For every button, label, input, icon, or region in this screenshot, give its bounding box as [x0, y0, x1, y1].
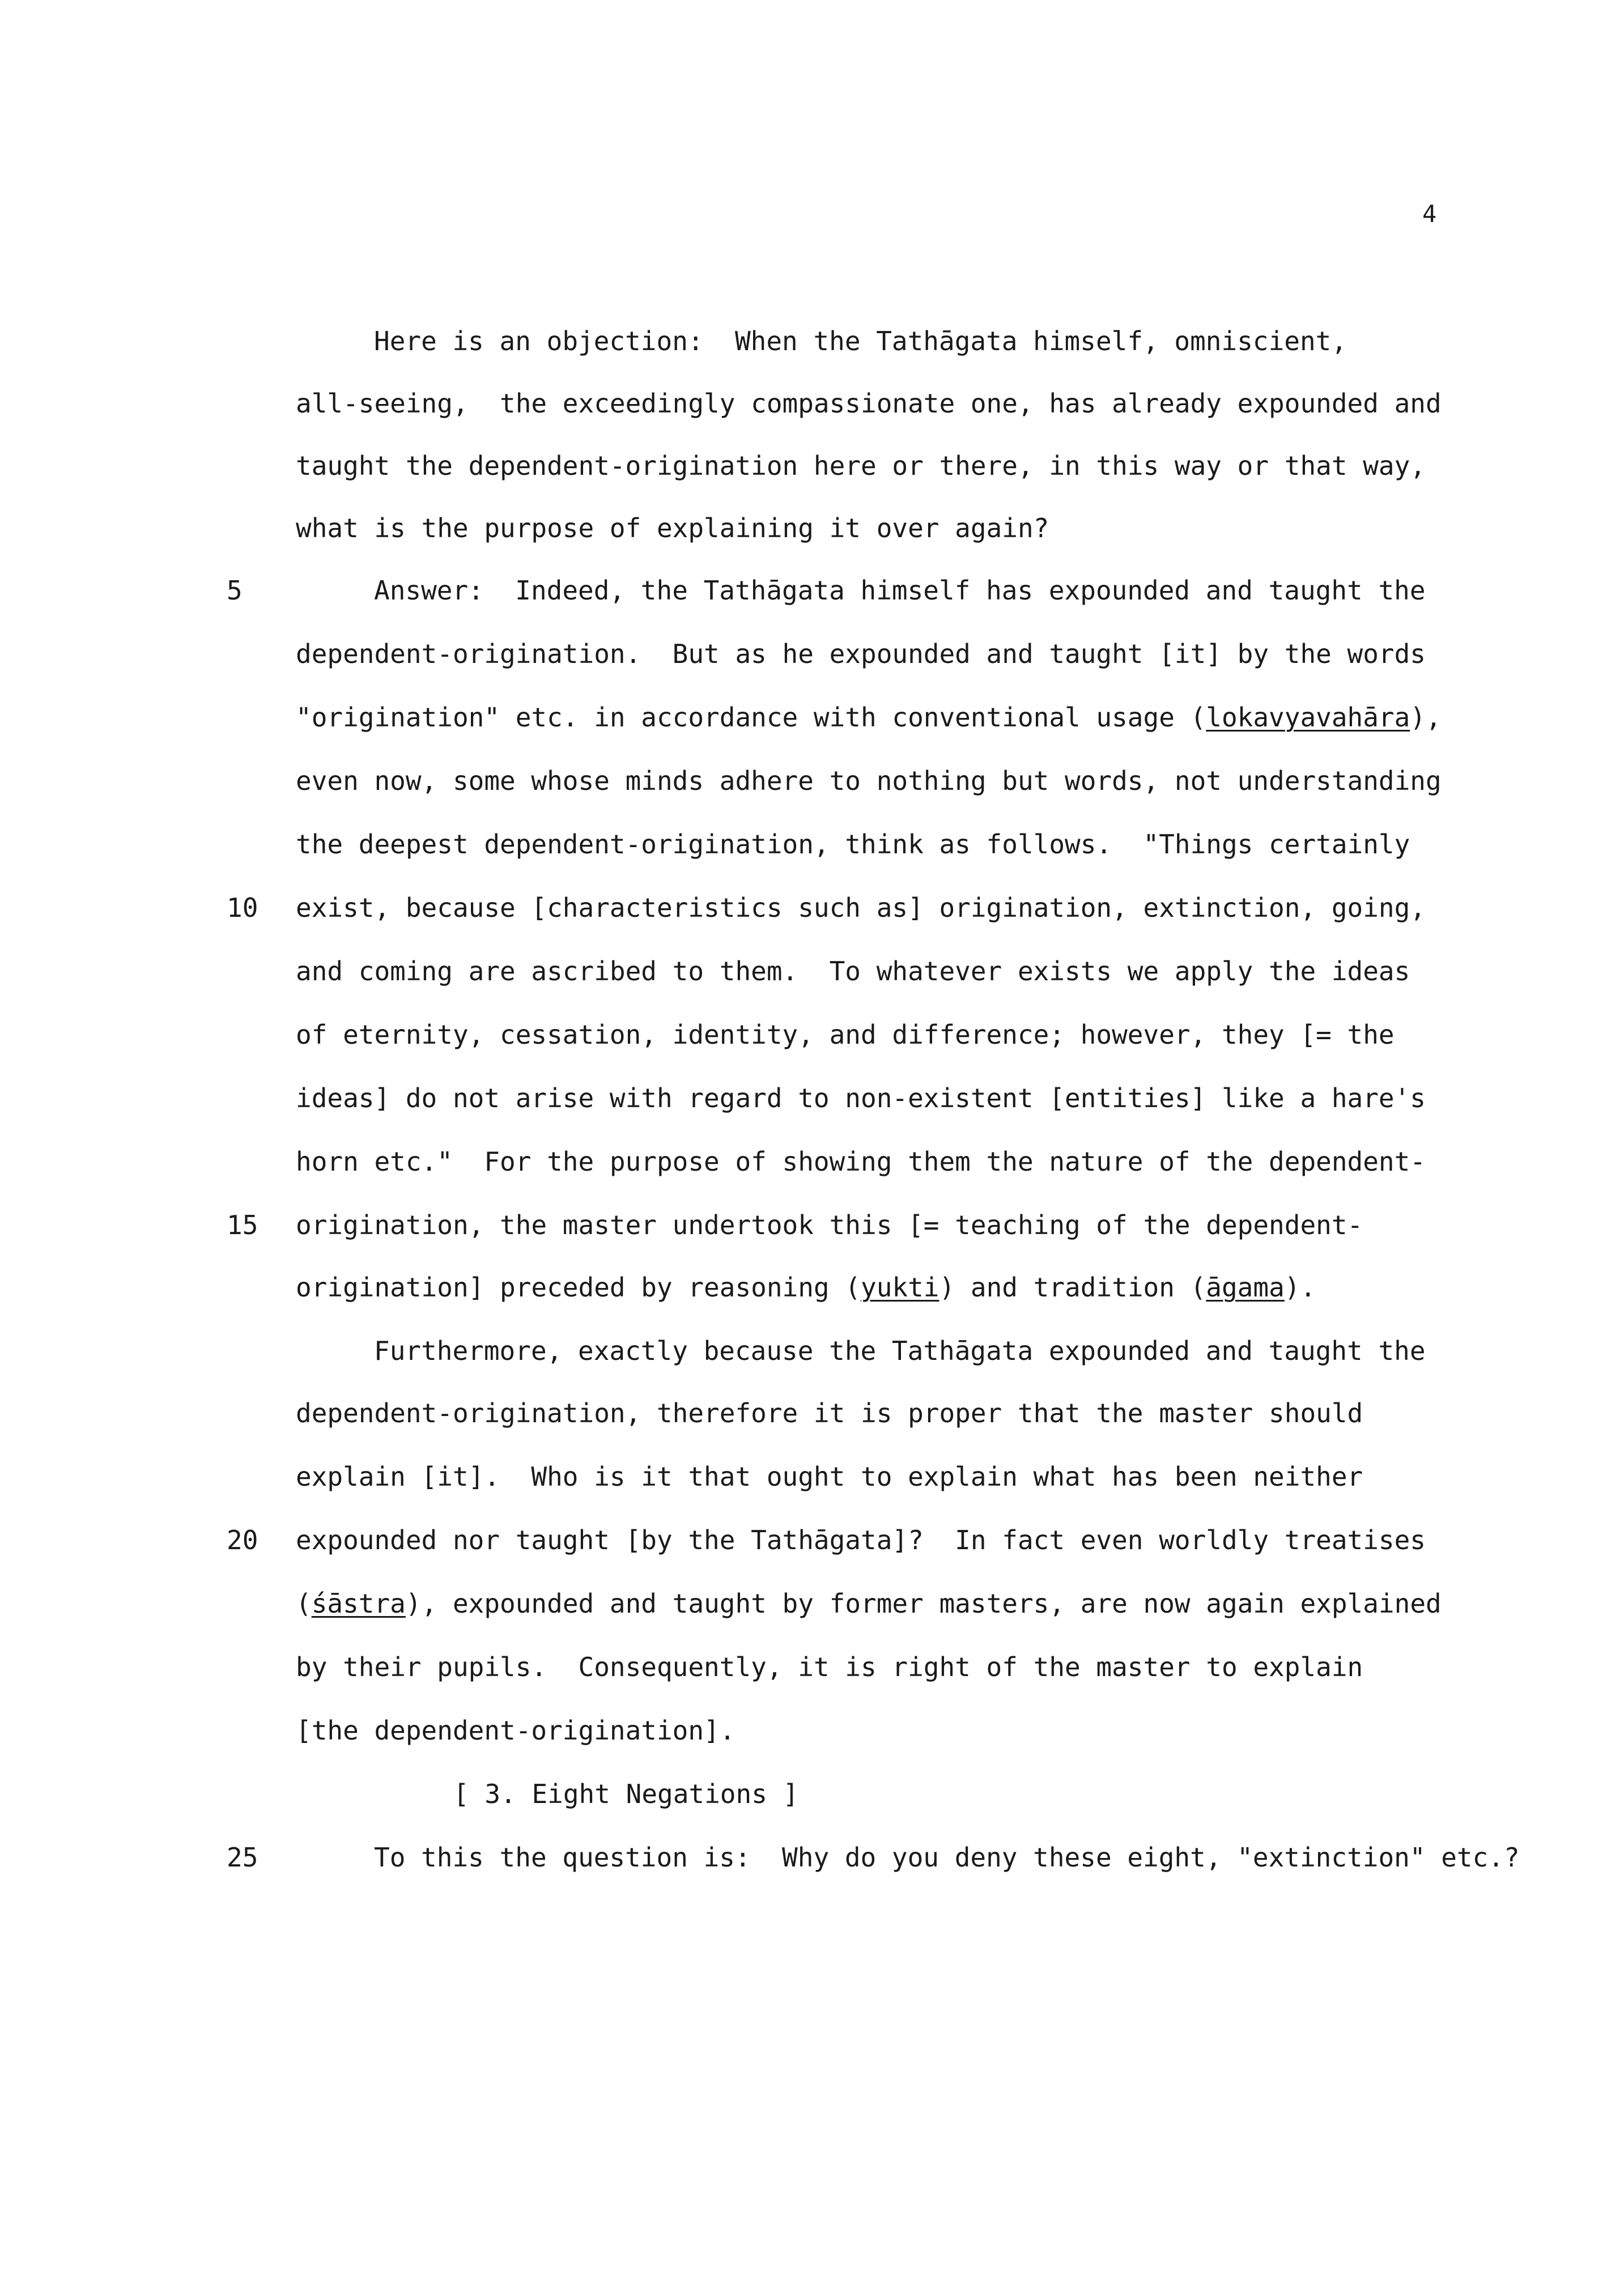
text-line-1: Here is an objection: When the Tathāgata himself, omniscient,	[374, 326, 1347, 356]
text-line-11: and coming are ascribed to them. To whatever exists we apply the ideas	[296, 956, 1410, 987]
text-line-17: Furthermore, exactly because the Tathāgata expounded and taught the	[374, 1336, 1426, 1366]
text-line-4: what is the purpose of explaining it over again?	[296, 513, 1049, 543]
line-number-5: 5	[227, 575, 243, 606]
text-segment: (	[296, 1588, 312, 1619]
text-line-16	[296, 1270, 1316, 1304]
text-line-9: the deepest dependent-origination, think as follows. "Things certainly	[296, 829, 1410, 860]
term-sastra: śāstra	[311, 1588, 406, 1619]
text-line-3: taught the dependent-origination here or there, in this way or that way,	[296, 450, 1426, 481]
term-yukti: yukti	[861, 1272, 939, 1303]
line-number-10: 10	[227, 892, 258, 923]
text-line-21	[296, 1587, 1442, 1621]
text-line-19: explain [it]. Who is it that ought to explain what has been neither	[296, 1461, 1363, 1492]
text-line-13: ideas] do not arise with regard to non-existent [entities] like a hare's	[296, 1083, 1426, 1113]
text-line-20: expounded nor taught [by the Tathāgata]? In fact even worldly treatises	[296, 1525, 1426, 1555]
text-line-12: of eternity, cessation, identity, and difference; however, they [= the	[296, 1019, 1395, 1050]
text-line-2: all-seeing, the exceedingly compassionate one, has already expounded and	[296, 388, 1442, 419]
text-segment: origination] preceded by reasoning (	[296, 1272, 861, 1303]
text-line-22: by their pupils. Consequently, it is right of the master to explain	[296, 1652, 1363, 1682]
text-line-10: exist, because [characteristics such as] origination, extinction, going,	[296, 892, 1426, 923]
section-heading: [ 3. Eight Negations ]	[453, 1779, 799, 1809]
text-line-5: Answer: Indeed, the Tathāgata himself has expounded and taught the	[374, 575, 1426, 606]
term-lokavyavahara: lokavyavahāra	[1206, 702, 1410, 733]
text-line-6: dependent-origination. But as he expounded and taught [it] by the words	[296, 639, 1426, 669]
text-line-8: even now, some whose minds adhere to nothing but words, not understanding	[296, 766, 1442, 796]
text-line-15: origination, the master undertook this [= teaching of the dependent-	[296, 1210, 1363, 1240]
text-line-7	[296, 700, 1442, 734]
page-number: 4	[1422, 200, 1437, 228]
text-segment: ) and tradition (	[939, 1272, 1206, 1303]
text-segment: "origination" etc. in accordance with conventional usage (	[296, 702, 1206, 733]
line-number-25: 25	[227, 1842, 258, 1873]
text-line-18: dependent-origination, therefore it is proper that the master should	[296, 1398, 1363, 1428]
text-segment: ).	[1284, 1272, 1316, 1303]
term-agama: āgama	[1206, 1272, 1285, 1303]
text-line-25: To this the question is: Why do you deny these eight, "extinction" etc.?	[374, 1842, 1520, 1873]
text-segment: ),	[1410, 702, 1442, 733]
text-segment: ), expounded and taught by former masters, are now again explained	[405, 1588, 1442, 1619]
line-number-15: 15	[227, 1210, 258, 1240]
line-number-20: 20	[227, 1525, 258, 1555]
text-line-14: horn etc." For the purpose of showing them the nature of the dependent-	[296, 1146, 1426, 1177]
text-line-23: [the dependent-origination].	[296, 1715, 736, 1746]
